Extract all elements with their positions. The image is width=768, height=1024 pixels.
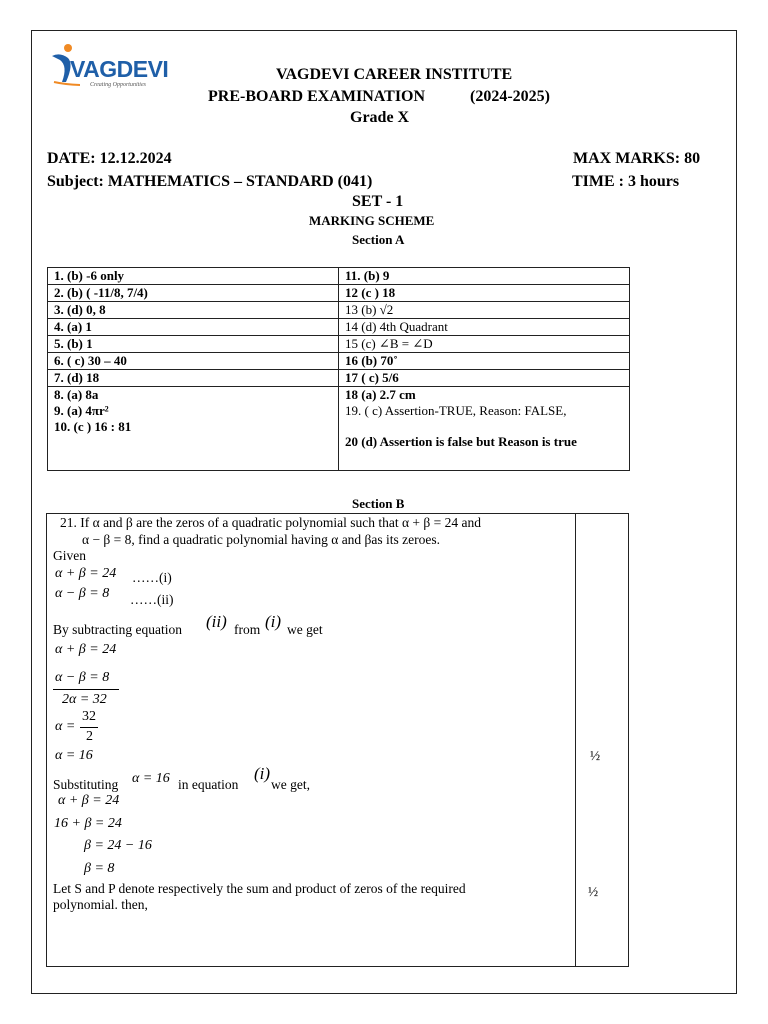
let-text-line2: polynomial. then, [53, 897, 148, 912]
mark-half-1: ½ [590, 748, 601, 763]
answer-cell: 13 (b) √2 [339, 302, 630, 319]
subtract-we-get: we get [287, 622, 323, 637]
marking-scheme-title: MARKING SCHEME [309, 213, 435, 228]
institute-logo [50, 42, 172, 94]
substitute-text: Substituting [53, 777, 119, 792]
table-row [48, 353, 630, 370]
table-row [48, 336, 630, 353]
equation-2: α − β = 8 [55, 586, 110, 601]
subtract-ref-i: (i) [265, 612, 282, 631]
subject: Subject: MATHEMATICS – STANDARD (041) [47, 173, 373, 190]
logo-tagline: Creating Opportunities [90, 82, 146, 88]
beta-step-2: 16 + β = 24 [54, 816, 122, 831]
subtraction-rule [53, 689, 119, 690]
subtract-text: By subtracting equation [53, 622, 182, 637]
question-21-line2: α − β = 8, find a quadratic polynomial having α and βas its zeroes. [82, 532, 441, 547]
section-b-title: Section B [352, 496, 405, 511]
exam-year: (2024-2025) [470, 88, 550, 105]
answer-line: 10. (c ) 16 : 81 [54, 419, 132, 434]
answer-cell: 11. (b) 9 [339, 268, 630, 285]
answer-line: 19. ( c) Assertion-TRUE, Reason: FALSE, [345, 403, 567, 418]
answer-line: 9. (a) 4πr² [54, 403, 109, 418]
answer-cell: 1. (b) -6 only [48, 268, 339, 285]
alpha-fraction-lhs: α = [55, 719, 76, 734]
institute-name: VAGDEVI CAREER INSTITUTE [276, 66, 513, 83]
answer-cell-group [48, 387, 339, 471]
step-result: 2α = 32 [62, 692, 107, 707]
substitute-we-get: we get, [271, 777, 310, 792]
table-row [48, 319, 630, 336]
subtract-ref-ii: (ii) [206, 612, 227, 631]
exam-title: PRE-BOARD EXAMINATION [208, 88, 426, 105]
answer-cell: 14 (d) 4th Quadrant [339, 319, 630, 336]
table-row [48, 302, 630, 319]
subtract-from: from [234, 622, 261, 637]
max-marks: MAX MARKS: 80 [573, 150, 701, 167]
answer-cell: 5. (b) 1 [48, 336, 339, 353]
table-row [48, 387, 630, 471]
beta-step-4: β = 8 [84, 861, 115, 876]
section-a-answer-table [47, 267, 630, 471]
grade: Grade X [350, 109, 410, 126]
answer-line: 18 (a) 2.7 cm [345, 387, 416, 402]
marks-column-divider [575, 513, 576, 967]
answer-line: 20 (d) Assertion is false but Reason is true [345, 434, 577, 449]
equation-1: α + β = 24 [55, 566, 117, 581]
answer-cell: 15 (c) ∠B = ∠D [339, 336, 630, 353]
answer-cell: 7. (d) 18 [48, 370, 339, 387]
answer-cell: 4. (a) 1 [48, 319, 339, 336]
answer-cell: 3. (d) 0, 8 [48, 302, 339, 319]
alpha-value: α = 16 [55, 748, 93, 763]
equation-1-tag: ……(i) [132, 570, 172, 585]
answer-cell: 2. (b) ( -11/8, 7/4) [48, 285, 339, 302]
beta-step-1: α + β = 24 [58, 793, 120, 808]
beta-step-3: β = 24 − 16 [84, 838, 152, 853]
table-row [48, 268, 630, 285]
fraction-denominator: 2 [86, 729, 93, 744]
fraction-numerator: 32 [82, 709, 96, 724]
answer-cell-group [339, 387, 630, 471]
exam-date: DATE: 12.12.2024 [47, 150, 172, 167]
substitute-ref-i: (i) [254, 764, 271, 783]
answer-line: 8. (a) 8a [54, 387, 99, 402]
fraction-bar [80, 727, 98, 728]
answer-cell: 12 (c ) 18 [339, 285, 630, 302]
table-row [48, 285, 630, 302]
table-row [48, 370, 630, 387]
substitute-in-equation: in equation [178, 777, 239, 792]
answer-cell: 16 (b) 70˚ [339, 353, 630, 370]
given-label: Given [53, 548, 86, 563]
exam-time: TIME : 3 hours [572, 173, 680, 190]
equation-2-tag: ……(ii) [130, 592, 174, 607]
mark-half-2: ½ [588, 884, 599, 899]
substitute-expression: α = 16 [132, 771, 170, 786]
question-21-line1: 21. If α and β are the zeros of a quadratic polynomial such that α + β = 24 and [60, 515, 481, 530]
logo-text: VAGDEVI [70, 56, 169, 82]
answer-cell: 6. ( c) 30 – 40 [48, 353, 339, 370]
let-text-line1: Let S and P denote respectively the sum and product of zeros of the required [53, 881, 466, 896]
step-sum: α + β = 24 [55, 642, 117, 657]
set-number: SET - 1 [352, 193, 404, 210]
answer-cell: 17 ( c) 5/6 [339, 370, 630, 387]
step-difference: α − β = 8 [55, 670, 110, 685]
section-a-title: Section A [352, 232, 405, 247]
